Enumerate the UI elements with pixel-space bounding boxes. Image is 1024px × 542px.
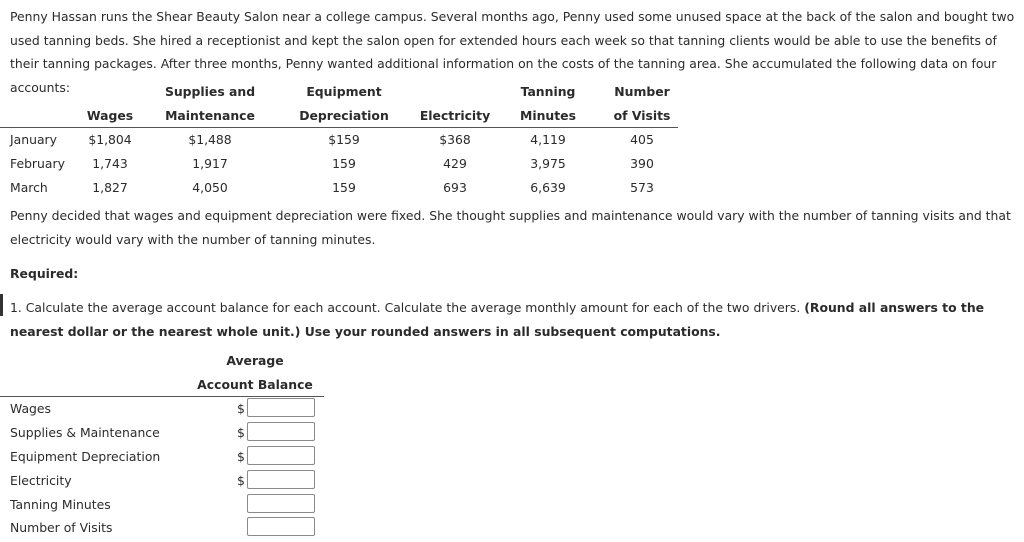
header-equipment-line2: Depreciation <box>299 108 389 123</box>
currency-symbol: $ <box>237 401 245 416</box>
answer-label-wages: Wages <box>10 401 51 416</box>
cell-supplies: $1,488 <box>188 132 232 147</box>
answer-label-visits: Number of Visits <box>10 520 113 535</box>
answer-label-tanning-minutes: Tanning Minutes <box>10 497 111 512</box>
row-month-january: January <box>10 132 57 147</box>
required-label: Required: <box>10 266 79 281</box>
row-month-february: February <box>10 156 65 171</box>
table-header-rule <box>0 127 678 128</box>
answer-header-line2: Account Balance <box>197 377 313 392</box>
visits-average-input[interactable] <box>247 517 315 536</box>
header-visits-line2: of Visits <box>613 108 671 123</box>
currency-symbol: $ <box>237 473 245 488</box>
answer-label-equipment: Equipment Depreciation <box>10 449 161 464</box>
supplies-average-input[interactable] <box>247 422 315 441</box>
tanning-minutes-average-input[interactable] <box>247 494 315 513</box>
header-equipment-line1: Equipment <box>306 84 382 99</box>
header-visits-line1: Number <box>614 84 670 99</box>
cell-electricity: 429 <box>443 156 467 171</box>
cell-visits: 573 <box>630 180 654 195</box>
cell-electricity: 693 <box>443 180 467 195</box>
header-supplies-line2: Maintenance <box>165 108 255 123</box>
cell-wages: 1,827 <box>92 180 128 195</box>
answer-header-rule <box>0 396 324 397</box>
cell-supplies: 1,917 <box>192 156 228 171</box>
electricity-average-input[interactable] <box>247 470 315 489</box>
question-text <box>10 296 1020 343</box>
question-rounding-note: (Round all answers to the nearest dollar or the nearest whole unit.) Use your rounded answers in all subsequent computations. <box>10 300 985 339</box>
question-marker <box>0 294 3 316</box>
header-tanning-line2: Minutes <box>520 108 576 123</box>
intro-paragraph: Penny Hassan runs the Shear Beauty Salon near a college campus. Several months ago, Penny used some unused space at the back of the salon and bought two used tanning beds. She hired a receptionist and kept the salon open for extended hours each week so that tanning clients would be able to use the benefits of their tanning packages. After three months, Penny wanted additional information on the costs of the tanning area. She accumulated the following data on four accounts: <box>10 9 1015 95</box>
equipment-average-input[interactable] <box>247 446 315 465</box>
cell-minutes: 4,119 <box>530 132 566 147</box>
cell-visits: 390 <box>630 156 654 171</box>
answer-header-line1: Average <box>226 353 284 368</box>
wages-average-input[interactable] <box>247 398 315 417</box>
cell-wages: $1,804 <box>88 132 132 147</box>
cell-equipment: $159 <box>328 132 360 147</box>
question-instruction: 1. Calculate the average account balance for each account. Calculate the average monthly amount for each of the two drivers. <box>10 300 805 315</box>
header-electricity: Electricity <box>419 108 491 123</box>
header-tanning-line1: Tanning <box>520 84 576 99</box>
cell-minutes: 6,639 <box>530 180 566 195</box>
currency-symbol: $ <box>237 449 245 464</box>
answer-label-electricity: Electricity <box>10 473 72 488</box>
row-month-march: March <box>10 180 48 195</box>
cell-equipment: 159 <box>332 156 356 171</box>
answer-label-supplies: Supplies & Maintenance <box>10 425 160 440</box>
cell-visits: 405 <box>630 132 654 147</box>
cell-electricity: $368 <box>439 132 471 147</box>
currency-symbol: $ <box>237 425 245 440</box>
assumption-paragraph: Penny decided that wages and equipment depreciation were fixed. She thought supplies and maintenance would vary with the number of tanning visits and that electricity would vary with the number of tanning minutes. <box>10 208 1011 247</box>
cell-minutes: 3,975 <box>530 156 566 171</box>
cell-equipment: 159 <box>332 180 356 195</box>
cell-wages: 1,743 <box>92 156 128 171</box>
header-wages: Wages <box>86 108 134 123</box>
header-supplies-line1: Supplies and <box>164 84 256 99</box>
cell-supplies: 4,050 <box>192 180 228 195</box>
